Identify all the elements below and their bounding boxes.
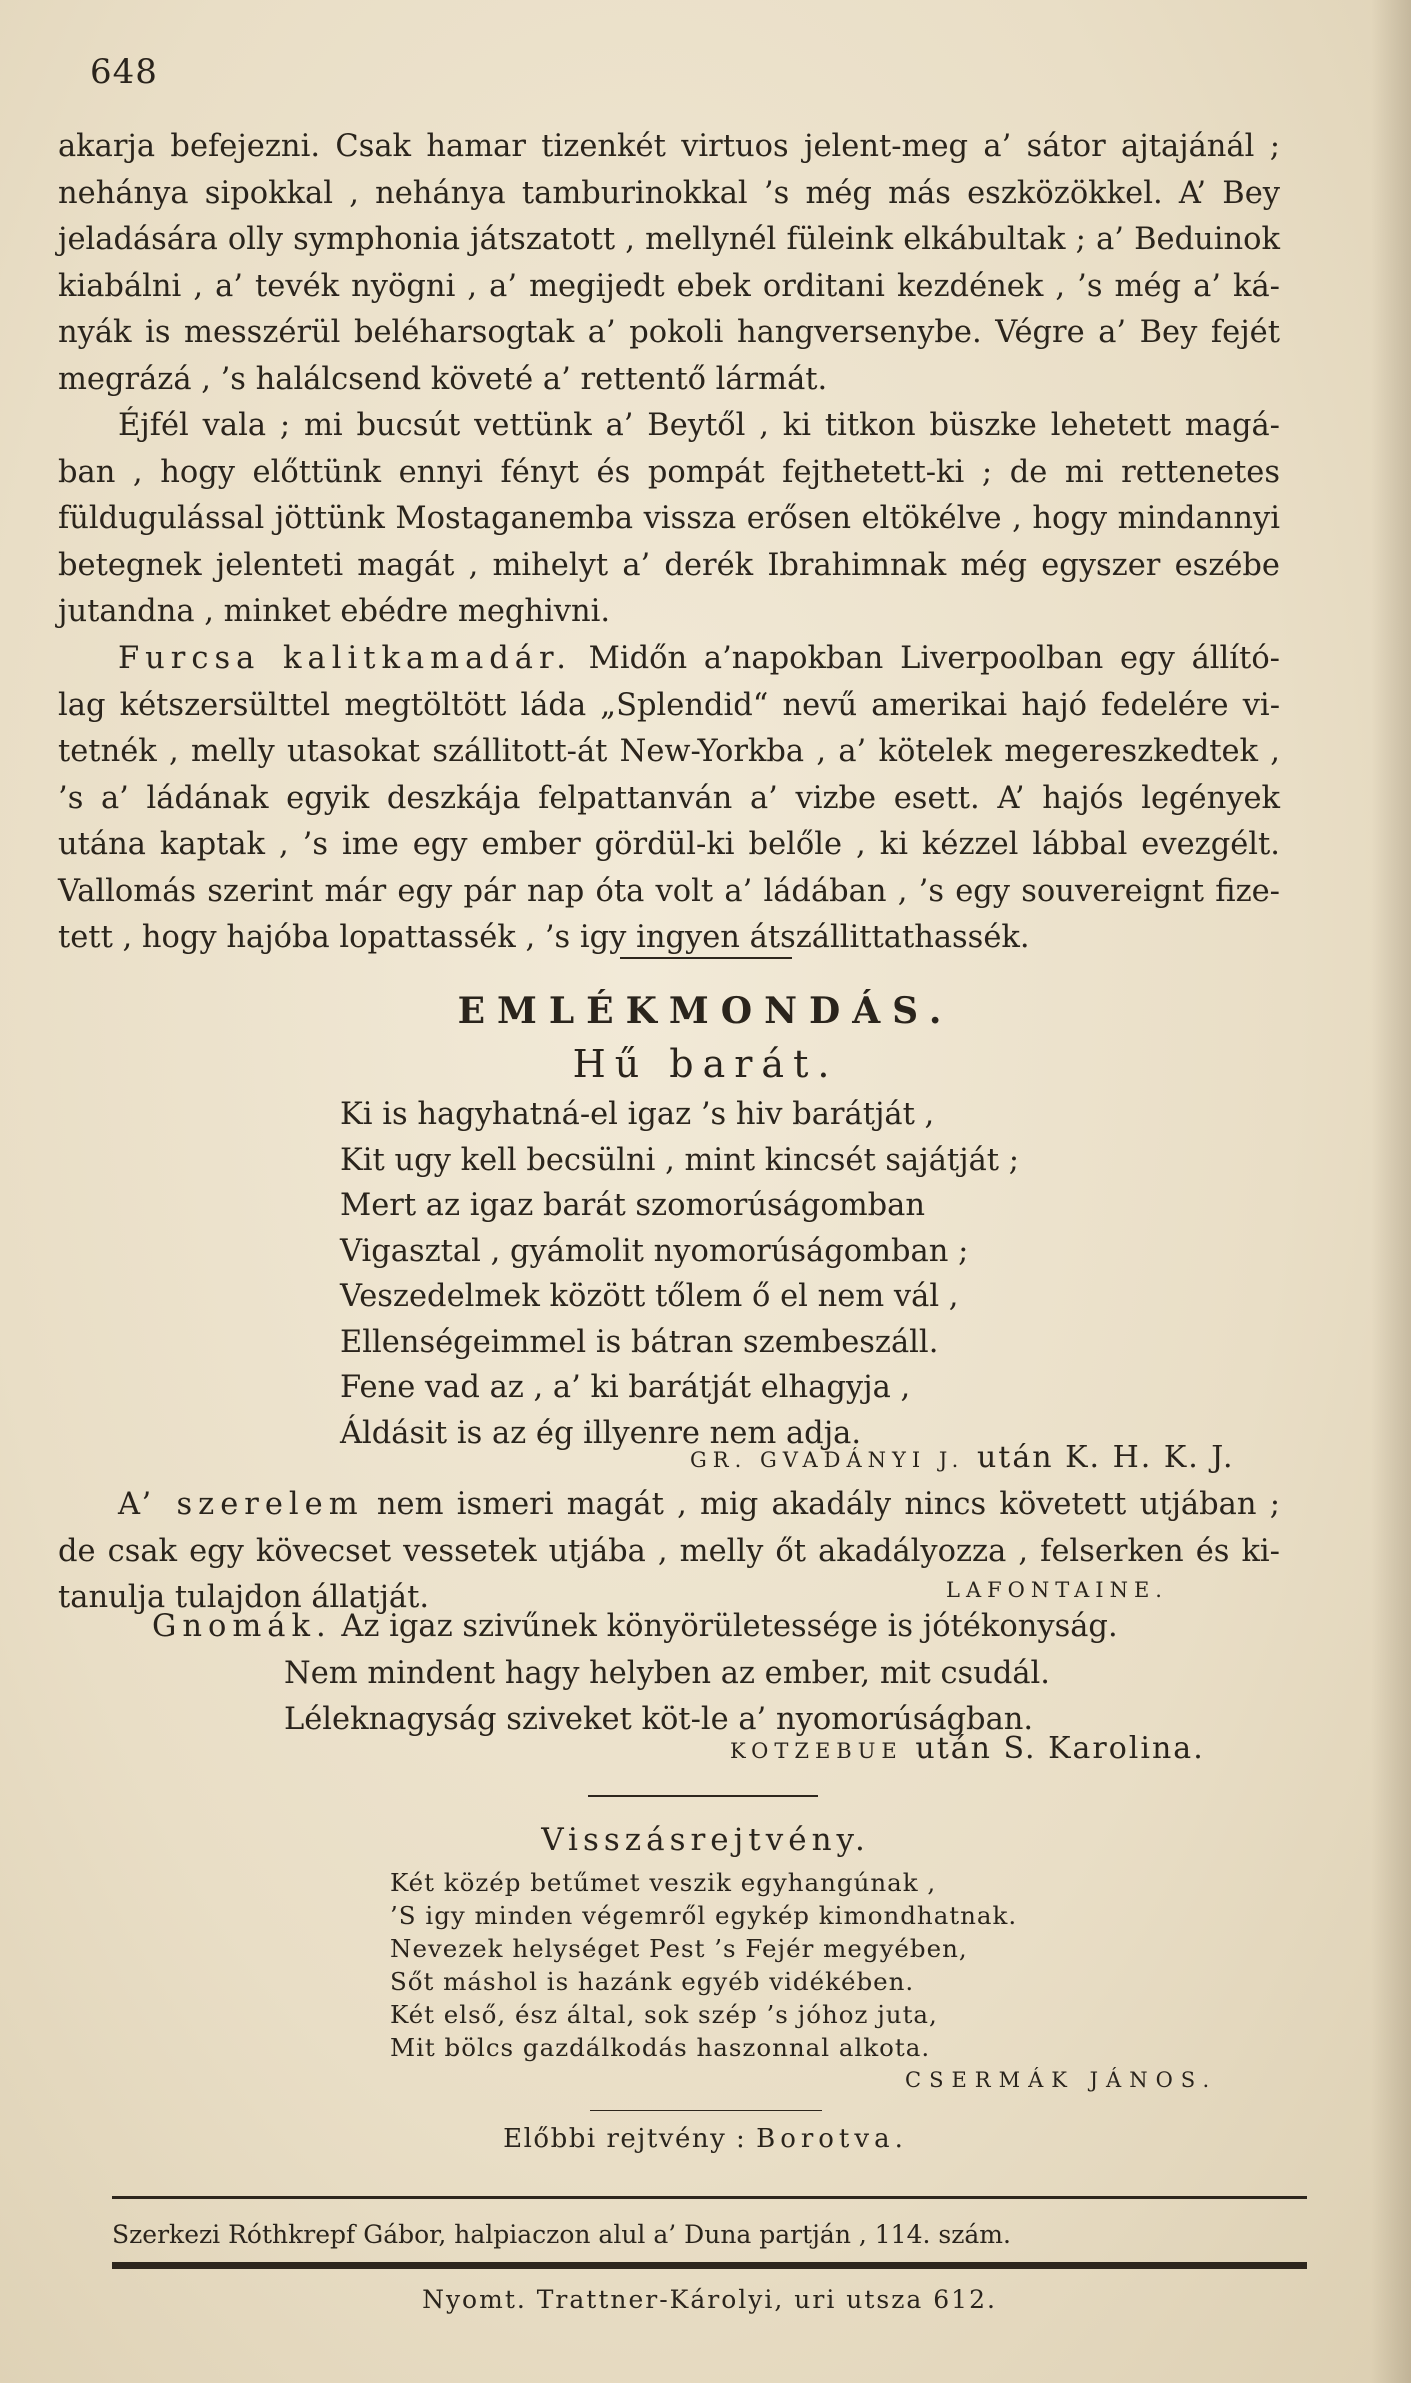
text-line: ban , hogy előttünk ennyi fényt és pompát fejthetett-ki ; de mi rettenetes	[58, 454, 1280, 490]
previous-answer-label: Előbbi rejtvény :	[503, 2124, 747, 2154]
text-line: Vallomás szerint már egy pár nap óta volt a’ ládában , ’s egy souvereignt fize-	[58, 873, 1280, 909]
divider-rule	[620, 957, 792, 959]
footer-rule-top	[112, 2196, 1307, 2199]
text-line: kiabálni , a’ tevék nyögni , a’ megijedt ebek orditani kezdének , ’s még a’ ká-	[58, 268, 1280, 304]
text-line: Éjfél vala ; mi bucsút vettünk a’ Beytől , ki titkon büszke lehetett magá-	[118, 408, 1280, 443]
csermak-signature: CSERMÁK JÁNOS.	[905, 2068, 1218, 2092]
poem-line: Ki is hagyhatná-el igaz ’s hiv barátját ,	[340, 1097, 935, 1132]
text-line	[58, 1482, 1280, 1529]
text-line: Nem mindent hagy helyben az ember, mit csudál.	[284, 1655, 1050, 1691]
riddle-line: Két közép betűmet veszik egyhangúnak ,	[390, 1868, 937, 1897]
riddle-line: ’S igy minden végemről egykép kimondhatnak.	[390, 1901, 1018, 1930]
signature-rest: után S. Karolina.	[915, 1731, 1205, 1766]
lead-szerelem: A’ szerelem	[118, 1487, 364, 1522]
heading-emlekmondas: EMLÉKMONDÁS.	[457, 990, 954, 1032]
signature-author: GR. GVADÁNYI J.	[690, 1448, 965, 1472]
text-line: de csak egy kövecset vessetek utjába , melly őt akadályozza , felserken és ki-	[58, 1533, 1280, 1569]
text-line	[58, 1604, 1280, 1651]
previous-riddle-answer	[0, 2124, 1411, 2154]
paragraph-gnomak	[58, 1604, 1280, 1744]
page-number: 648	[90, 52, 158, 92]
paragraph-concert	[58, 124, 1280, 403]
text-line	[58, 636, 1280, 683]
previous-answer: Borotva.	[756, 2124, 908, 2154]
text-line: nehánya sipokkal , nehánya tamburinokkal ’s még más eszközökkel. A’ Bey	[58, 175, 1280, 211]
text-line: tett , hogy hajóba lopattassék , ’s igy ingyen átszállittathassék.	[58, 920, 1030, 955]
text-line: Léleknagyság sziveket köt-le a’ nyomorúságban.	[284, 1702, 1034, 1737]
text-line: füldugulással jöttünk Mostaganemba vissza erősen eltökélve , hogy mindannyi	[58, 501, 1280, 536]
footer-editor: Szerkezi Róthkrepf Gábor, halpiaczon alul a’ Duna partján , 114. szám.	[112, 2220, 1011, 2249]
lafontaine-signature: LAFONTAINE.	[946, 1578, 1168, 1602]
poem-line: Kit ugy kell becsülni , mint kincsét sajátját ;	[340, 1142, 1019, 1178]
poem-line: Mert az igaz barát szomorúságomban	[340, 1188, 925, 1223]
riddle-line: Sőt máshol is hazánk egyéb vidékében.	[390, 1967, 915, 1996]
section-title-cage-bird: Furcsa kalitkamadár.	[118, 641, 572, 676]
text-span: Az igaz szivűnek könyörületessége is jótékonyság.	[341, 1609, 1118, 1644]
riddle-line: Két első, ész által, sok szép ’s jóhoz juta,	[390, 2000, 938, 2029]
text-span: nem ismeri magát , mig akadály nincs követett utjában ;	[376, 1487, 1280, 1522]
text-line: nyák is messzérül beléharsogtak a’ pokoli hangversenybe. Végre a’ Bey fejét	[58, 315, 1280, 350]
text-line: lag kétszersülttel megtöltött láda „Splendid“ nevű amerikai hajó fedelére vi-	[58, 687, 1280, 723]
poem	[340, 1092, 1240, 1456]
page-edge-shadow	[1371, 0, 1411, 2383]
text-span: Midőn a’napokban Liverpoolban egy állító-	[588, 641, 1280, 676]
lead-gnomak: Gnomák.	[152, 1609, 332, 1644]
heading-visszasrejtveny: Visszásrejtvény.	[541, 1822, 870, 1858]
text-line: ’s a’ ládának egyik deszkája felpattanván a’ vizbe esett. A’ hajós legények	[58, 780, 1280, 816]
text-line: akarja befejezni. Csak hamar tizenkét virtuos jelent-meg a’ sátor ajtajánál ;	[58, 129, 1280, 164]
heading-hu-barat: Hű barát.	[572, 1042, 839, 1086]
poem-line: Fene vad az , a’ ki barátját elhagyja ,	[340, 1370, 911, 1405]
text-line: jutandna , minket ebédre meghivni.	[58, 594, 611, 629]
text-line: megrázá , ’s halálcsend követé a’ rettentő lármát.	[58, 361, 828, 397]
riddle-line: Nevezek helységet Pest ’s Fejér megyében,	[390, 1934, 968, 1963]
poem-line: Vigasztal , gyámolit nyomorúságomban ;	[340, 1233, 969, 1269]
divider-rule	[590, 2110, 822, 2111]
text-line: jeladására olly symphonia játszatott , mellynél füleink elkábultak ; a’ Beduinok	[58, 222, 1280, 257]
poem-line: Áldásit is az ég illyenre nem adja.	[340, 1415, 862, 1451]
kotzebue-signature	[730, 1731, 1205, 1766]
riddle-poem	[390, 1866, 1250, 2064]
signature-author: KOTZEBUE	[730, 1739, 903, 1763]
text-line: tanulja tulajdon állatját.	[58, 1580, 430, 1615]
footer-printer: Nyomt. Trattner-Károlyi, uri utsza 612.	[422, 2285, 997, 2314]
paragraph-cage-bird	[58, 636, 1280, 962]
divider-rule	[588, 1795, 818, 1797]
text-line: tetnék , melly utasokat szállitott-át New-Yorkba , a’ kötelek megereszkedtek ,	[58, 734, 1280, 769]
text-line: utána kaptak , ’s ime egy ember gördül-ki belőle , ki kézzel lábbal evezgélt.	[58, 827, 1280, 862]
text-line: betegnek jelenteti magát , mihelyt a’ derék Ibrahimnak még egyszer eszébe	[58, 547, 1280, 583]
riddle-line: Mit bölcs gazdálkodás haszonnal alkota.	[390, 2033, 931, 2062]
signature-rest: után K. H. K. J.	[976, 1440, 1235, 1475]
poem-signature	[690, 1440, 1235, 1475]
paragraph-midnight	[58, 403, 1280, 636]
footer-rule-thick	[112, 2262, 1307, 2269]
poem-line: Ellenségeimmel is bátran szembeszáll.	[340, 1324, 939, 1360]
poem-line: Veszedelmek között tőlem ő el nem vál ,	[340, 1279, 959, 1314]
